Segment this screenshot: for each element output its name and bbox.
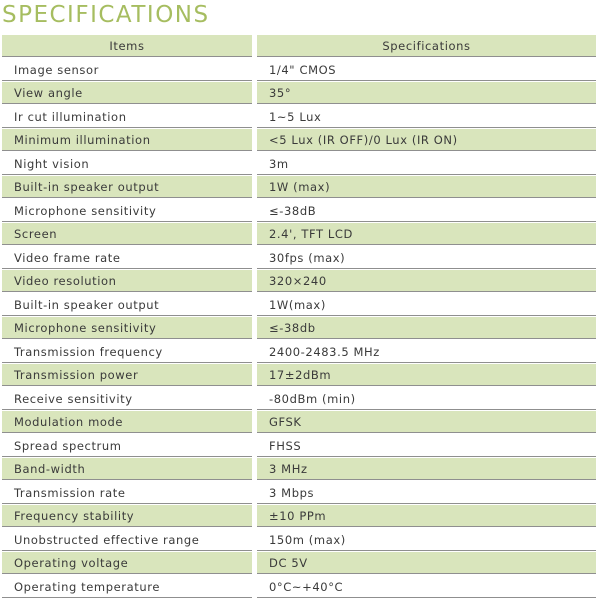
spec-cell: 3 Mbps xyxy=(257,482,596,504)
spec-cell: 0°C~+40°C xyxy=(257,576,596,598)
item-cell: Image sensor xyxy=(2,59,252,81)
item-cell: Screen xyxy=(2,223,252,245)
spec-cell: 3m xyxy=(257,153,596,175)
spec-cell: 1W(max) xyxy=(257,294,596,316)
spec-cell: ±10 PPm xyxy=(257,505,596,527)
table-row xyxy=(2,458,596,482)
spec-table xyxy=(2,35,596,599)
table-row xyxy=(2,270,596,294)
item-cell: Built-in speaker output xyxy=(2,294,252,316)
spec-cell: GFSK xyxy=(257,411,596,433)
item-cell: Transmission frequency xyxy=(2,341,252,363)
table-row xyxy=(2,388,596,412)
table-row xyxy=(2,200,596,224)
table-body xyxy=(2,59,596,600)
item-cell: Frequency stability xyxy=(2,505,252,527)
spec-cell: DC 5V xyxy=(257,552,596,574)
table-row xyxy=(2,552,596,576)
spec-cell: <5 Lux (IR OFF)/0 Lux (IR ON) xyxy=(257,129,596,151)
table-row xyxy=(2,129,596,153)
spec-cell: 2400-2483.5 MHz xyxy=(257,341,596,363)
spec-cell: 17±2dBm xyxy=(257,364,596,386)
table-row xyxy=(2,529,596,553)
table-row xyxy=(2,482,596,506)
item-cell: Unobstructed effective range xyxy=(2,529,252,551)
item-cell: Band-width xyxy=(2,458,252,480)
page-title: SPECIFICATIONS xyxy=(2,2,210,28)
spec-cell: 1/4" CMOS xyxy=(257,59,596,81)
table-row xyxy=(2,153,596,177)
spec-cell: 30fps (max) xyxy=(257,247,596,269)
table-row xyxy=(2,505,596,529)
table-row xyxy=(2,341,596,365)
item-cell: Operating voltage xyxy=(2,552,252,574)
item-cell: Microphone sensitivity xyxy=(2,317,252,339)
spec-cell: -80dBm (min) xyxy=(257,388,596,410)
spec-cell: FHSS xyxy=(257,435,596,457)
item-cell: Spread spectrum xyxy=(2,435,252,457)
header-items: Items xyxy=(2,35,252,57)
table-header-row xyxy=(2,35,596,59)
item-cell: Video frame rate xyxy=(2,247,252,269)
item-cell: Receive sensitivity xyxy=(2,388,252,410)
table-row xyxy=(2,576,596,600)
table-row xyxy=(2,294,596,318)
table-row xyxy=(2,364,596,388)
table-row xyxy=(2,435,596,459)
spec-cell: 2.4', TFT LCD xyxy=(257,223,596,245)
item-cell: Built-in speaker output xyxy=(2,176,252,198)
table-row xyxy=(2,59,596,83)
item-cell: Video resolution xyxy=(2,270,252,292)
spec-cell: 3 MHz xyxy=(257,458,596,480)
item-cell: View angle xyxy=(2,82,252,104)
table-row xyxy=(2,411,596,435)
table-row xyxy=(2,106,596,130)
spec-cell: 1W (max) xyxy=(257,176,596,198)
item-cell: Transmission rate xyxy=(2,482,252,504)
spec-cell: ≤-38db xyxy=(257,317,596,339)
item-cell: Night vision xyxy=(2,153,252,175)
spec-cell: ≤-38dB xyxy=(257,200,596,222)
item-cell: Modulation mode xyxy=(2,411,252,433)
table-row xyxy=(2,317,596,341)
header-specifications: Specifications xyxy=(257,35,596,57)
item-cell: Microphone sensitivity xyxy=(2,200,252,222)
item-cell: Operating temperature xyxy=(2,576,252,598)
spec-cell: 35° xyxy=(257,82,596,104)
spec-cell: 320×240 xyxy=(257,270,596,292)
item-cell: Ir cut illumination xyxy=(2,106,252,128)
table-row xyxy=(2,82,596,106)
table-row xyxy=(2,247,596,271)
spec-cell: 150m (max) xyxy=(257,529,596,551)
item-cell: Transmission power xyxy=(2,364,252,386)
item-cell: Minimum illumination xyxy=(2,129,252,151)
table-row xyxy=(2,223,596,247)
table-row xyxy=(2,176,596,200)
spec-cell: 1~5 Lux xyxy=(257,106,596,128)
